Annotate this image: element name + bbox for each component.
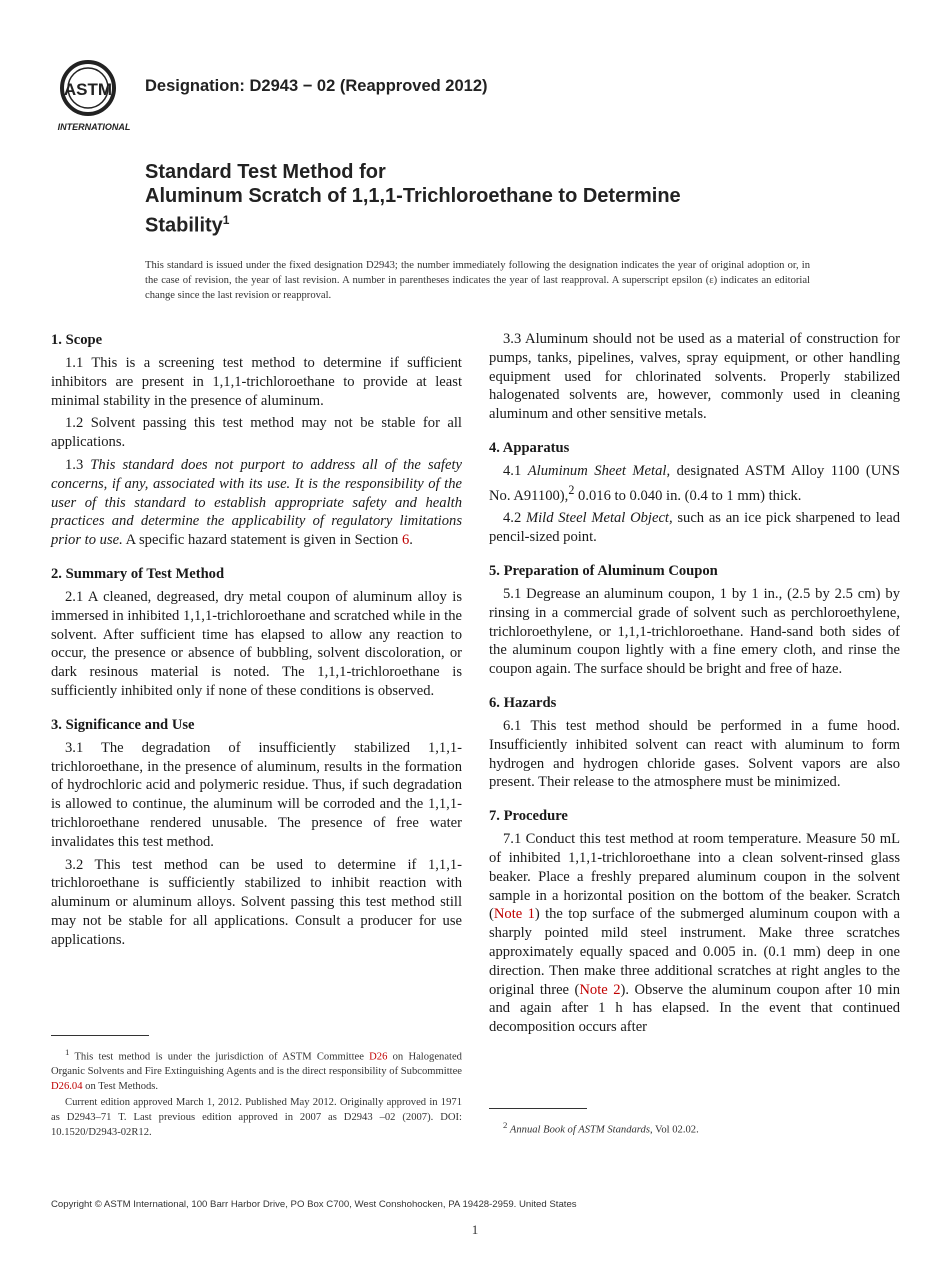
summary-heading: 2. Summary of Test Method bbox=[51, 565, 225, 582]
hazards-heading: 6. Hazards bbox=[489, 695, 557, 712]
page-number: 1 bbox=[471, 1222, 479, 1237]
scope-1-3-number: 1.3 bbox=[65, 456, 91, 473]
hazards-6-1: 6.1 This test method should be performed in a fume hood. Insufficiently inhibited solvent can react with aluminum to form hydrogen and hydrogen chloride gases. Solvent vapors are also present. Their release to the atmosphere must be minimized. bbox=[489, 718, 900, 791]
section-hazards bbox=[489, 693, 900, 792]
section-scope bbox=[51, 330, 462, 550]
apparatus-4-2-number: 4.2 bbox=[503, 510, 526, 527]
footnote-2-ref: 2 bbox=[568, 482, 575, 497]
footnote-1-edition: Current edition approved March 1, 2012. Published May 2012. Originally approved in 1971 as D2943–71 T. Last previous edition approved in 2007 as D2943 –02 (2007). DOI: 10.1520/D2943-02R12. bbox=[51, 1097, 462, 1138]
footnote-1-a: This test method is under the jurisdiction of ASTM Committee bbox=[69, 1051, 370, 1063]
footnote-2 bbox=[489, 1118, 900, 1140]
footnote-1-text bbox=[51, 1045, 462, 1094]
apparatus-4-2 bbox=[489, 509, 900, 547]
section-significance-cont bbox=[489, 330, 900, 424]
procedure-heading: 7. Procedure bbox=[489, 808, 568, 825]
footnote-2-italic: Annual Book of ASTM Standards bbox=[507, 1124, 650, 1136]
footnote-2-marker: 2 bbox=[503, 1120, 508, 1130]
title-superscript: 1 bbox=[222, 213, 230, 227]
footnote-1-b: on Halogenated Organic Solvents and Fire Extinguishing Agents and is the direct responsibility of Subcommittee bbox=[51, 1051, 462, 1078]
astm-logo bbox=[52, 58, 136, 134]
committee-d26-link[interactable]: D26 bbox=[369, 1051, 388, 1063]
document-title bbox=[145, 160, 845, 238]
footnote-1 bbox=[51, 1045, 462, 1142]
scope-1-3-end: . bbox=[409, 532, 413, 549]
section-6-link[interactable]: 6 bbox=[402, 532, 410, 549]
logo-text: ASTM bbox=[63, 80, 113, 99]
section-apparatus bbox=[489, 438, 900, 547]
section-significance bbox=[51, 715, 462, 950]
footnote-1-c: on Test Methods. bbox=[82, 1080, 159, 1092]
section-procedure bbox=[489, 806, 900, 1037]
section-preparation bbox=[489, 561, 900, 679]
footnote-2-text bbox=[489, 1118, 900, 1138]
significance-3-3: 3.3 Aluminum should not be used as a material of construction for pumps, tanks, pipelines, valves, spray equipment, or other handling equipment used for chlorinated solvents. Properly stabilized halogenated solvents are, however, commonly used in cleaning aluminum and other sensitive metals. bbox=[489, 331, 900, 423]
scope-1-1: 1.1 This is a screening test method to determine if sufficient inhibitors are present in 1,1,1-trichloroethane to provide at least minimal stability in the presence of aluminum. bbox=[51, 355, 462, 409]
scope-1-2: 1.2 Solvent passing this test method may not be stable for all applications. bbox=[51, 415, 462, 451]
apparatus-4-2-italic: Mild Steel Metal Object, bbox=[525, 510, 673, 527]
designation: Designation: D2943 − 02 (Reapproved 2012) bbox=[145, 77, 488, 95]
procedure-7-1-b: ) the top surface of the submerged aluminum coupon with a sharply pointed mild steel instrument. Make three scratches approximately equally spaced and 0.005 in. (0.1 mm) deep in one direction. Then make three additional scratches at right angles to the original three ( bbox=[489, 906, 900, 998]
significance-heading: 3. Significance and Use bbox=[51, 716, 195, 733]
footnote-rule-right bbox=[489, 1108, 587, 1109]
intro-paragraph: This standard is issued under the fixed designation D2943; the number immediately following the designation indicates the year of original adoption or, in the case of revision, the year of last revision. A number in parentheses indicates the year of last reapproval. A superscript epsilon (ε) indicates an editorial change since the last revision or reapproval. bbox=[145, 260, 810, 301]
note-1-link[interactable]: Note 1 bbox=[493, 906, 535, 923]
apparatus-4-1-rest: designated ASTM Alloy 1100 (UNS No. A91100), bbox=[489, 462, 900, 504]
apparatus-4-1-end: 0.016 to 0.040 in. (0.4 to 1 mm) thick. bbox=[574, 487, 802, 504]
procedure-7-1-c: ). Observe the aluminum coupon after 10 min and again after 1 h has elapsed. In the event that continued decomposition occurs after bbox=[489, 981, 900, 1036]
apparatus-4-1-italic: Aluminum Sheet Metal, bbox=[527, 462, 671, 479]
procedure-7-1 bbox=[489, 830, 900, 1037]
significance-3-1: 3.1 The degradation of insufficiently stabilized 1,1,1-trichloroethane, in the presence of aluminum, results in the formation of hydrochloric acid and polymeric residue. Thus, if such degradation is allowed to continue, the aluminum will be corroded and the 1,1,1-trichloroethane rendered unusable. The presence of free water invalidates this test method. bbox=[51, 739, 462, 850]
scope-1-3-italic: This standard does not purport to address all of the safety concerns, if any, associated with its use. It is the responsibility of the user of this standard to establish appropriate safety and health practices and determine the applicability of regulatory limitations prior to use. bbox=[51, 456, 462, 549]
apparatus-4-1 bbox=[489, 462, 900, 505]
preparation-5-1: 5.1 Degrease an aluminum coupon, 1 by 1 in., (2.5 by 2.5 cm) by rinsing in a commercial grade of solvent such as perchloroethylene, trichloroethylene, or 1,1,1-trichloroethane. Hand-sand both sides of the aluminum coupon lightly with a fine emery cloth, and rinse the coupon again. The surface should be bright and free of haze. bbox=[489, 586, 900, 678]
title-line-3-text: Stability bbox=[145, 214, 223, 237]
scope-heading: 1. Scope bbox=[51, 332, 103, 348]
summary-2-1: 2.1 A cleaned, degreased, dry metal coupon of aluminum alloy is immersed in inhibited 1,1,1-trichloroethane and scratched while in the solvent. After sufficient time has elapsed to allow any reaction to occur, the presence or absence of bubbling, solvent discoloration, or dark resinous material is noted. The 1,1,1-trichloroethane is sufficiently inhibited only if none of these conditions is observed. bbox=[51, 588, 462, 699]
footnote-rule-left bbox=[51, 1035, 149, 1036]
logo-subtext: INTERNATIONAL bbox=[57, 122, 131, 132]
apparatus-4-1-number: 4.1 bbox=[503, 462, 528, 479]
subcommittee-d26-04-link[interactable]: D26.04 bbox=[51, 1080, 83, 1092]
apparatus-4-2-rest: such as an ice pick sharpened to lead pencil-sized point. bbox=[489, 510, 901, 546]
procedure-7-1-a: 7.1 Conduct this test method at room temperature. Measure 50 mL of inhibited 1,1,1-trichloroethane into a clean solvent-rinsed glass beaker. Place a freshly prepared aluminum coupon in the solvent sample in a horizontal position on the bottom of the beaker. Scratch ( bbox=[489, 831, 900, 923]
scope-1-3 bbox=[51, 456, 462, 550]
significance-3-2: 3.2 This test method can be used to determine if 1,1,1-trichloroethane is sufficiently stabilized to inhibit reaction with aluminum or aluminum alloys. Solvent passing this test method still may not be stable for all applications. Consult a producer for use applications. bbox=[51, 856, 462, 948]
preparation-heading: 5. Preparation of Aluminum Coupon bbox=[489, 563, 718, 580]
title-line-2: Aluminum Scratch of 1,1,1-Trichloroethane to Determine bbox=[145, 185, 681, 207]
right-column bbox=[489, 330, 900, 1051]
astm-logo-icon bbox=[52, 58, 136, 134]
scope-1-3-rest: A specific hazard statement is given in Section bbox=[122, 532, 402, 549]
apparatus-heading: 4. Apparatus bbox=[489, 439, 570, 456]
footnote-2-rest: , Vol 02.02. bbox=[649, 1124, 699, 1136]
footnote-1-marker: 1 bbox=[65, 1047, 70, 1057]
copyright-notice: Copyright © ASTM International, 100 Barr Harbor Drive, PO Box C700, West Conshohocken, PA 19428-2959. United States bbox=[51, 1199, 577, 1210]
title-line-3 bbox=[145, 208, 845, 238]
left-column bbox=[51, 330, 462, 964]
title-line-1: Standard Test Method for bbox=[145, 161, 386, 183]
section-summary bbox=[51, 564, 462, 701]
note-2-link[interactable]: Note 2 bbox=[579, 981, 621, 998]
